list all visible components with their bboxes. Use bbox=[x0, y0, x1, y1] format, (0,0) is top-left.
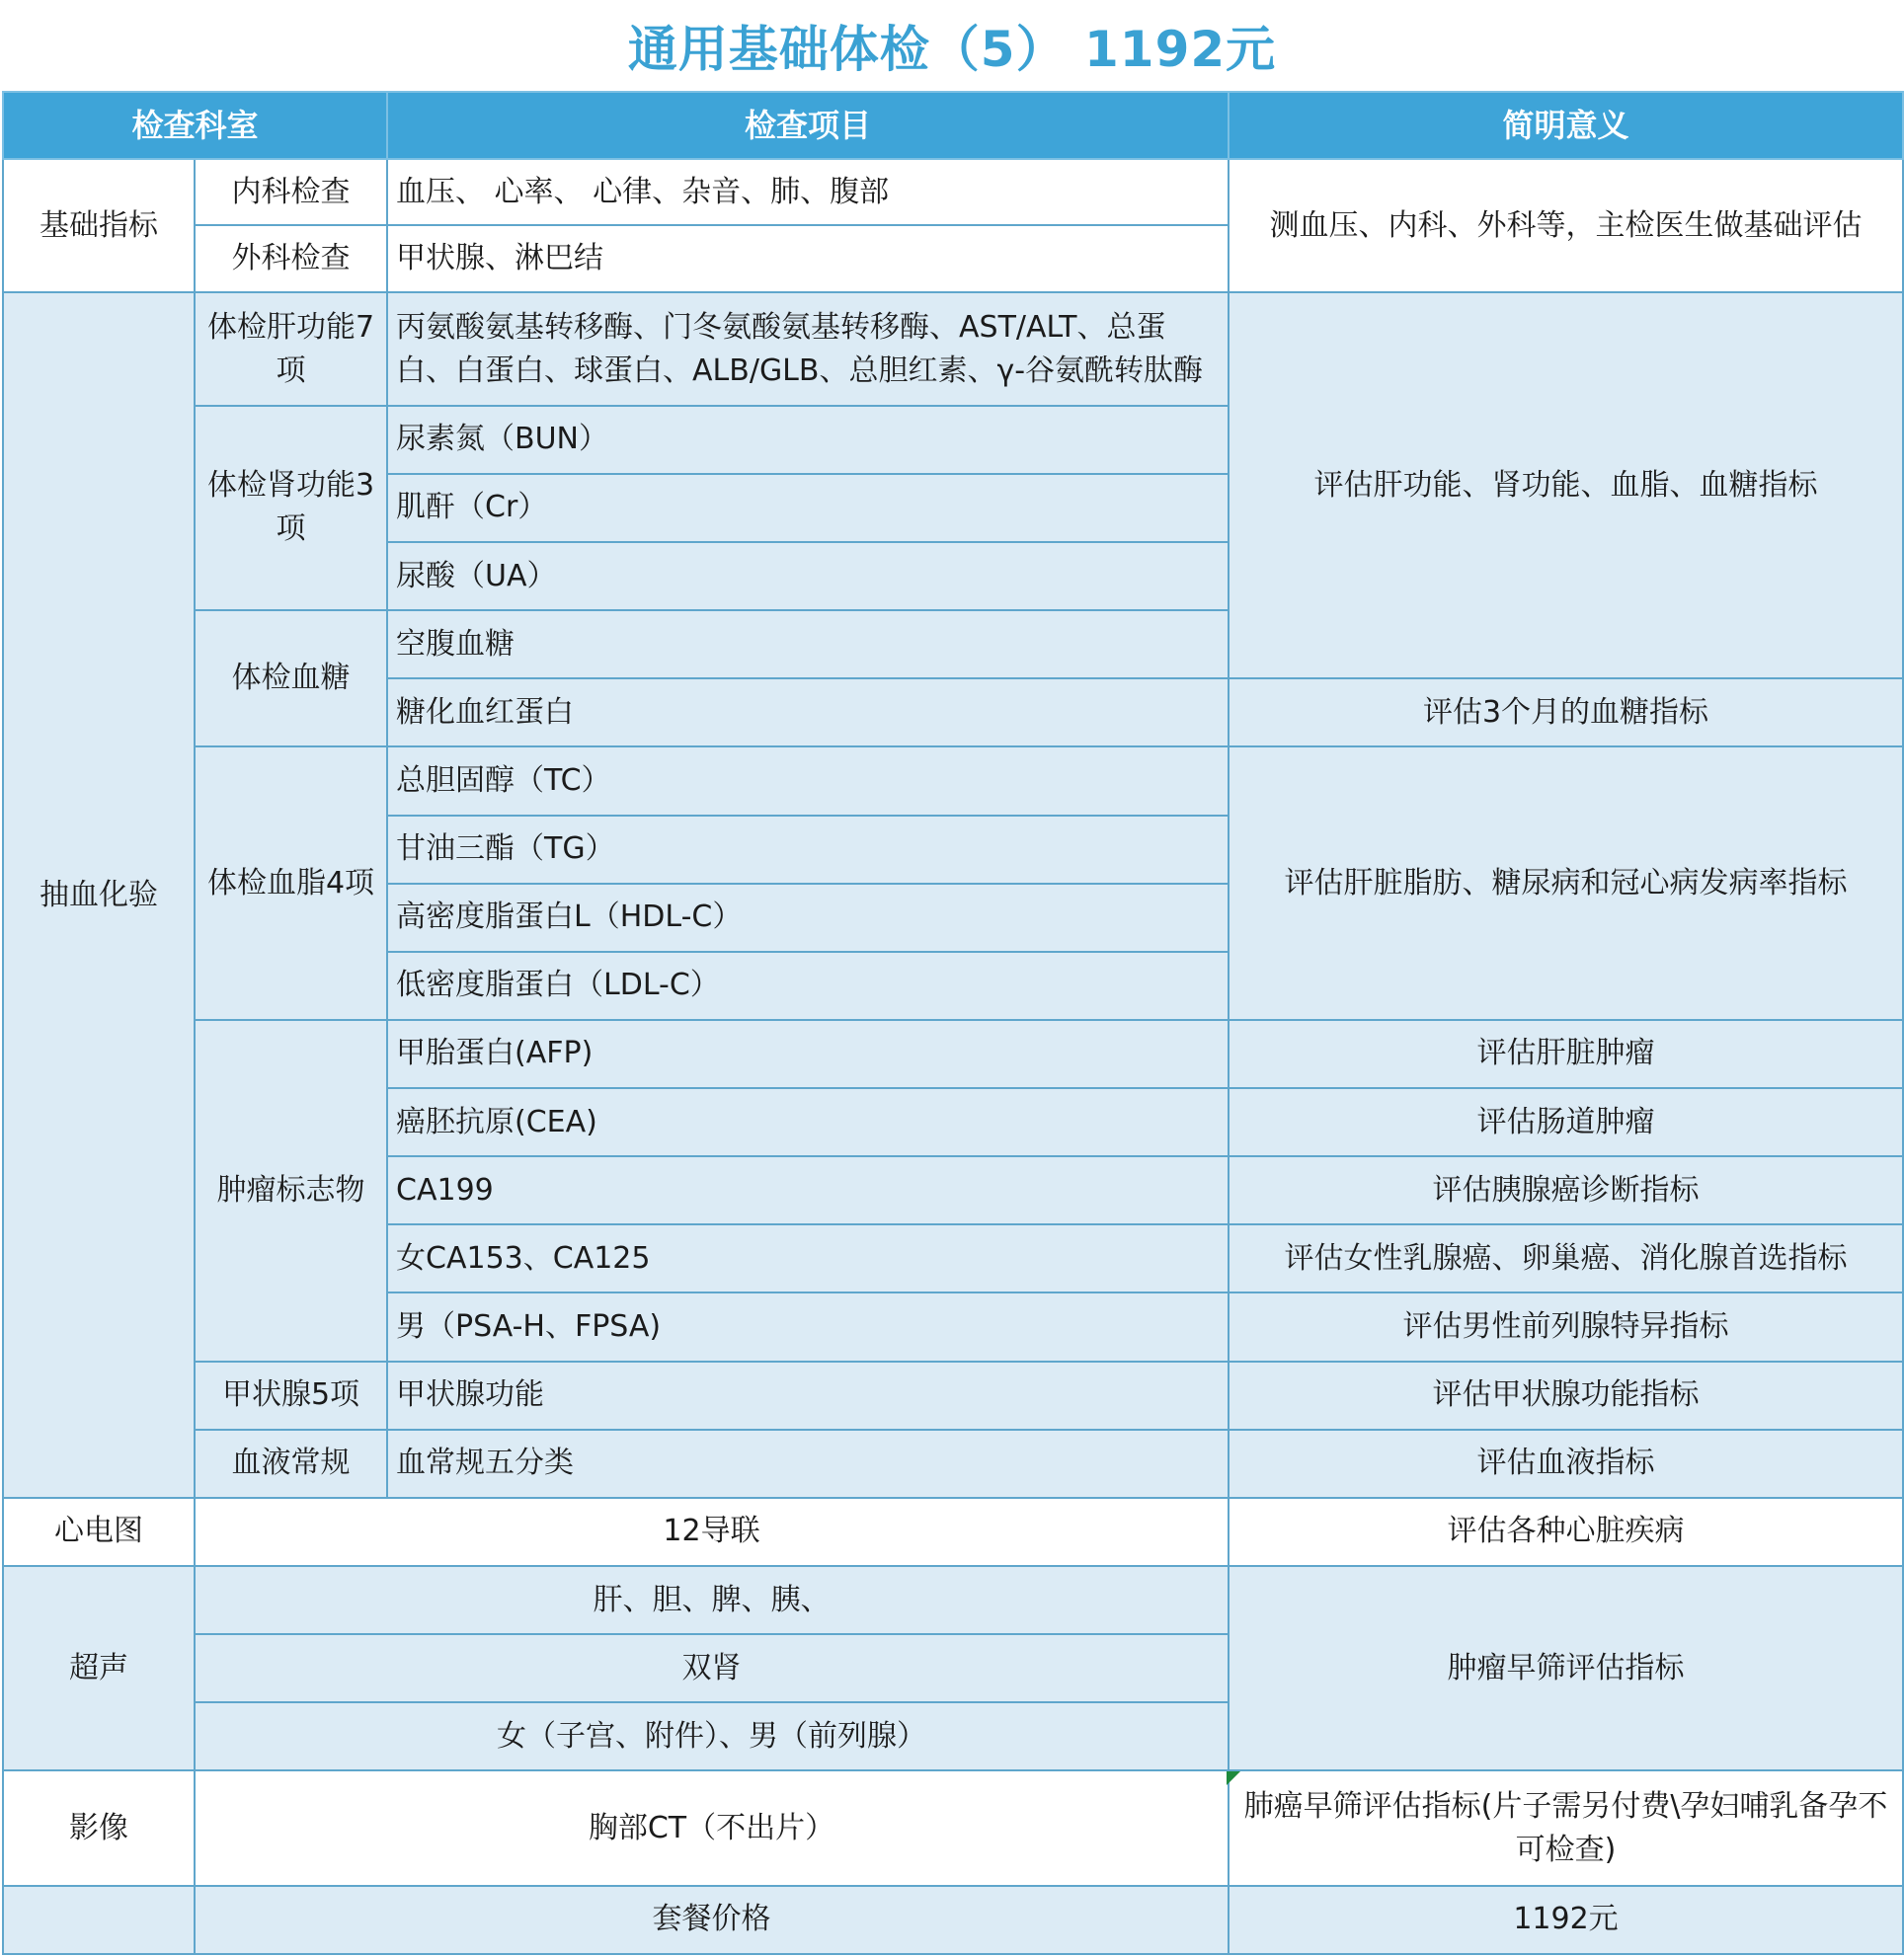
col-header-meaning: 简明意义 bbox=[1229, 92, 1903, 159]
item-blood-routine: 血常规五分类 bbox=[387, 1430, 1229, 1498]
item-liver: 丙氨酸氨基转移酶、门冬氨酸氨基转移酶、AST/ALT、总蛋白、白蛋白、球蛋白、ALB/GLB、总胆红素、γ-谷氨酰转肽酶 bbox=[387, 292, 1229, 405]
item-internal: 血压、 心率、 心律、杂音、肺、腹部 bbox=[387, 159, 1229, 225]
col-header-item: 检查项目 bbox=[387, 92, 1229, 159]
meaning-ca199: 评估胰腺癌诊断指标 bbox=[1229, 1156, 1903, 1224]
table-row bbox=[3, 159, 1903, 225]
item-tg: 甘油三酯（TG） bbox=[387, 816, 1229, 884]
meaning-lipid: 评估肝脏脂肪、糖尿病和冠心病发病率指标 bbox=[1229, 746, 1903, 1020]
table-row bbox=[3, 1770, 1903, 1885]
sub-kidney: 体检肾功能3项 bbox=[195, 406, 387, 610]
item-tc: 总胆固醇（TC） bbox=[387, 746, 1229, 815]
meaning-psa: 评估男性前列腺特异指标 bbox=[1229, 1292, 1903, 1361]
table-row bbox=[3, 1020, 1903, 1088]
header-row bbox=[3, 92, 1903, 159]
table-row bbox=[3, 1430, 1903, 1498]
cell-comment-indicator-icon bbox=[1227, 1771, 1240, 1785]
table-row bbox=[3, 1498, 1903, 1566]
meaning-thyroid: 评估甲状腺功能指标 bbox=[1229, 1362, 1903, 1430]
item-afp: 甲胎蛋白(AFP) bbox=[387, 1020, 1229, 1088]
item-psa: 男（PSA-H、FPSA) bbox=[387, 1292, 1229, 1361]
meaning-ultrasound: 肿瘤早筛评估指标 bbox=[1229, 1566, 1903, 1770]
item-cr: 肌酐（Cr） bbox=[387, 474, 1229, 542]
sub-liver: 体检肝功能7项 bbox=[195, 292, 387, 405]
checkup-table bbox=[2, 91, 1904, 1955]
item-ua: 尿酸（UA） bbox=[387, 542, 1229, 610]
meaning-imaging: 肺癌早筛评估指标(片子需另付费\孕妇哺乳备孕不可检查) bbox=[1229, 1770, 1903, 1885]
meaning-ca153: 评估女性乳腺癌、卵巢癌、消化腺首选指标 bbox=[1229, 1224, 1903, 1292]
item-bun: 尿素氮（BUN） bbox=[387, 406, 1229, 474]
item-us-kidney: 双肾 bbox=[195, 1634, 1229, 1702]
meaning-liver-kidney: 评估肝功能、肾功能、血脂、血糖指标 bbox=[1229, 292, 1903, 678]
item-ldl: 低密度脂蛋白（LDL-C） bbox=[387, 952, 1229, 1020]
sub-blood-routine: 血液常规 bbox=[195, 1430, 387, 1498]
item-ecg: 12导联 bbox=[195, 1498, 1229, 1566]
item-ca199: CA199 bbox=[387, 1156, 1229, 1224]
price-label: 套餐价格 bbox=[195, 1886, 1229, 1954]
item-fasting-glucose: 空腹血糖 bbox=[387, 610, 1229, 678]
item-cea: 癌胚抗原(CEA) bbox=[387, 1088, 1229, 1156]
dept-imaging: 影像 bbox=[3, 1770, 195, 1885]
sub-sugar: 体检血糖 bbox=[195, 610, 387, 746]
item-us-abdomen: 肝、胆、脾、胰、 bbox=[195, 1566, 1229, 1634]
dept-basic: 基础指标 bbox=[3, 159, 195, 292]
table-row bbox=[3, 1566, 1903, 1634]
meaning-blood-routine: 评估血液指标 bbox=[1229, 1430, 1903, 1498]
meaning-ecg: 评估各种心脏疾病 bbox=[1229, 1498, 1903, 1566]
price-value: 1192元 bbox=[1229, 1886, 1903, 1954]
col-header-dept: 检查科室 bbox=[3, 92, 387, 159]
sub-external: 外科检查 bbox=[195, 225, 387, 292]
item-thyroid: 甲状腺功能 bbox=[387, 1362, 1229, 1430]
item-hba1c: 糖化血红蛋白 bbox=[387, 678, 1229, 746]
table-row bbox=[3, 746, 1903, 815]
meaning-hba1c: 评估3个月的血糖指标 bbox=[1229, 678, 1903, 746]
sub-thyroid: 甲状腺5项 bbox=[195, 1362, 387, 1430]
meaning-cea: 评估肠道肿瘤 bbox=[1229, 1088, 1903, 1156]
sub-tumor: 肿瘤标志物 bbox=[195, 1020, 387, 1362]
meaning-afp: 评估肝脏肿瘤 bbox=[1229, 1020, 1903, 1088]
dept-ultrasound: 超声 bbox=[3, 1566, 195, 1770]
item-us-gender: 女（子宫、附件）、男（前列腺） bbox=[195, 1702, 1229, 1770]
price-row bbox=[3, 1886, 1903, 1954]
sub-lipid: 体检血脂4项 bbox=[195, 746, 387, 1020]
table-row bbox=[3, 1362, 1903, 1430]
sub-internal: 内科检查 bbox=[195, 159, 387, 225]
price-empty-cell bbox=[3, 1886, 195, 1954]
item-hdl: 高密度脂蛋白L（HDL-C） bbox=[387, 884, 1229, 952]
item-imaging: 胸部CT（不出片） bbox=[195, 1770, 1229, 1885]
dept-blood: 抽血化验 bbox=[3, 292, 195, 1497]
package-title: 通用基础体检（5） 1192元 bbox=[2, 2, 1902, 89]
table-row bbox=[3, 292, 1903, 405]
item-ca153: 女CA153、CA125 bbox=[387, 1224, 1229, 1292]
meaning-basic: 测血压、内科、外科等，主检医生做基础评估 bbox=[1229, 159, 1903, 292]
dept-ecg: 心电图 bbox=[3, 1498, 195, 1566]
item-external: 甲状腺、淋巴结 bbox=[387, 225, 1229, 292]
